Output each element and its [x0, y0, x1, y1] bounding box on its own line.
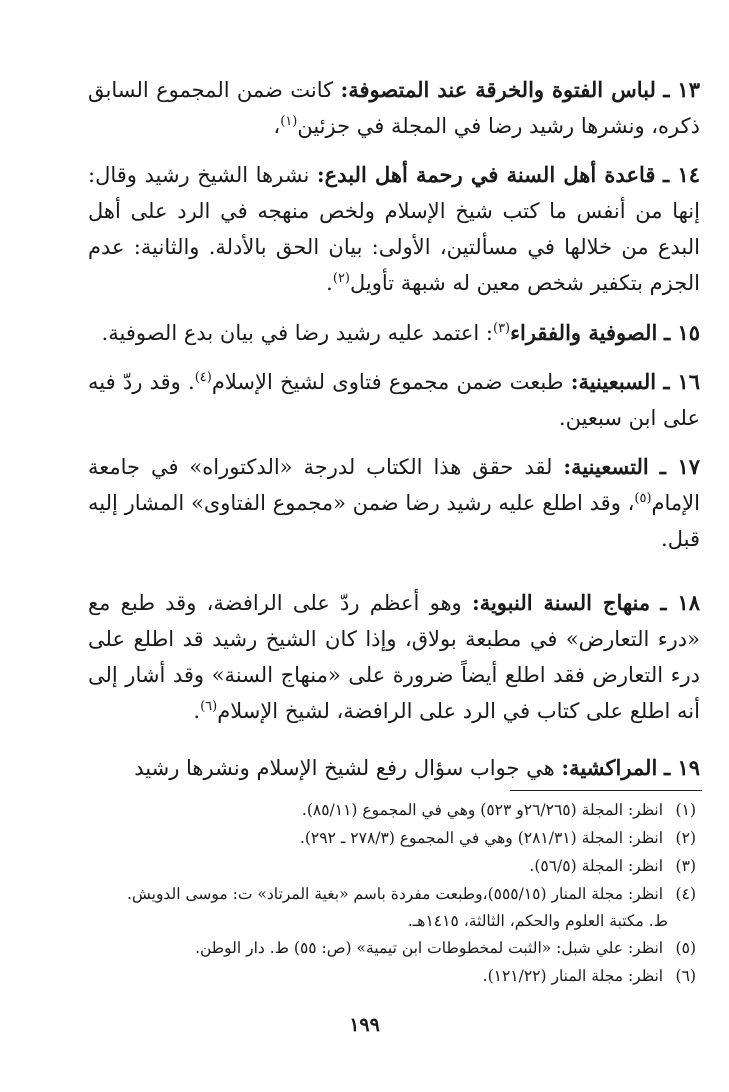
footnote-ref[interactable]: (٢): [332, 271, 350, 286]
entry-text-after: ، وقد اطلع عليه رشيد رضا ضمن «مجموع الفتاوى» المشار إليه قبل.: [88, 491, 700, 551]
footnote-text: انظر: المجلة (٥٦/٥).: [529, 857, 664, 875]
footnote-text: انظر: المجلة (٢٨١/٣١) وهي في المجموع (٢٧٨/٣ ـ ٢٩٢).: [299, 829, 664, 847]
entry-number: ١٦ ـ: [663, 369, 700, 394]
list-item: [88, 585, 700, 729]
footnote: [90, 934, 696, 962]
entry-title: السبعينية:: [570, 369, 657, 394]
entry-text: نشرها الشيخ رشيد وقال: إنها من أنفس ما كتب شيخ الإسلام ولخص منهجه في الرد على أهل البدع من خلالها في مسألتين، الأولى: بيان الحق بالأدلة. والثانية: عدم الجزم بتكفير شخص معين له شبهة تأويل: [88, 163, 700, 295]
list-item: [88, 157, 700, 301]
list-item: [88, 449, 700, 557]
footnote-continuation: ط. مكتبة العلوم والحكم، الثالثة، ١٤١٥هـ.: [407, 912, 668, 930]
footnote: [90, 824, 696, 852]
page-number: ١٩٩: [349, 1014, 380, 1036]
entry-text: هي جواب سؤال رفع لشيخ الإسلام ونشرها رشيد: [134, 756, 562, 780]
entry-title: لباس الفتوة والخرقة عند المتصوفة:: [340, 77, 656, 102]
footnote: [90, 852, 696, 880]
footnotes: [90, 796, 696, 990]
footnote-text: انظر: علي شبل: «الثبت لمخطوطات ابن تيمية» (ص: ٥٥) ط. دار الوطن.: [195, 939, 664, 957]
entry-number: ١٥ ـ: [663, 320, 700, 345]
entry-text: طبعت ضمن مجموع فتاوى لشيخ الإسلام: [211, 370, 571, 394]
footnote-number: (٢): [675, 829, 696, 847]
entry-number: ١٤ ـ: [663, 162, 700, 187]
list-item: [88, 364, 700, 436]
entry-text-after: .: [326, 271, 333, 295]
list-item: [88, 315, 700, 351]
footnote-text: انظر: مجلة المنار (٥٥٥/١٥)،وطبعت مفردة باسم «بغية المرتاد» ت: موسى الدويش.: [126, 885, 664, 903]
entry-text-after: .: [193, 699, 201, 723]
footnote-divider: [510, 790, 702, 791]
footnote-number: (٤): [675, 885, 696, 903]
entry-text: : اعتمد عليه رشيد رضا في بيان بدع الصوفية.: [101, 321, 493, 345]
entry-text: لقد حقق هذا الكتاب لدرجة «الدكتوراه» في جامعة الإمام: [88, 455, 700, 515]
entry-number: ١٣ ـ: [663, 77, 700, 102]
entry-title: الصوفية والفقراء: [510, 320, 658, 345]
entry-title: منهاج السنة النبوية:: [471, 590, 651, 615]
entry-number: ١٧ ـ: [659, 454, 700, 479]
footnote-number: (٦): [675, 967, 696, 985]
footnote-ref[interactable]: (٤): [194, 370, 212, 385]
footnote-ref[interactable]: (٦): [200, 699, 218, 714]
entry-text: وهو أعظم ردّ على الرافضة، وقد طبع مع «درء التعارض» في مطبعة بولاق، وإذا كان الشيخ رشيد قد اطلع على درء التعارض فقد اطلع أيضاً ضرورة على «منهاج السنة» وقد أشار إلى أنه اطلع على كتاب في الرد على الرافضة، لشيخ الإسلام: [88, 591, 700, 723]
footnote-ref[interactable]: (٥): [634, 491, 652, 506]
entry-number: ١٨ ـ: [660, 590, 701, 615]
main-text: [88, 62, 700, 786]
list-item: [88, 750, 700, 786]
footnote-number: (٣): [675, 857, 696, 875]
entry-title: قاعدة أهل السنة في رحمة أهل البدع:: [316, 162, 656, 187]
footnote-number: (١): [675, 801, 696, 819]
footnote-text: انظر: المجلة (٢٦/٢٦٥و ٥٢٣) وهي في المجموع (٨٥/١١).: [301, 801, 664, 819]
footnote-number: (٥): [675, 939, 696, 957]
entry-title: التسعينية:: [563, 454, 649, 479]
list-item: [88, 72, 700, 144]
entry-title: المراكشية:: [561, 755, 658, 780]
footnote-ref[interactable]: (١): [280, 114, 298, 129]
entry-number: ١٩ ـ: [663, 755, 700, 780]
entry-text: كانت ضمن المجموع السابق ذكره، ونشرها رشيد رضا في المجلة في جزئين: [88, 78, 700, 138]
footnote: [90, 880, 696, 934]
footnote-text: انظر: مجلة المنار (١٢١/٢٢).: [482, 967, 664, 985]
footnote-ref[interactable]: (٣): [492, 321, 511, 336]
footnote: [90, 962, 696, 990]
entry-text-after: . وقد ردّ فيه على ابن سبعين.: [88, 370, 700, 430]
footnote: [90, 796, 696, 824]
entry-text-after: ،: [273, 114, 281, 138]
